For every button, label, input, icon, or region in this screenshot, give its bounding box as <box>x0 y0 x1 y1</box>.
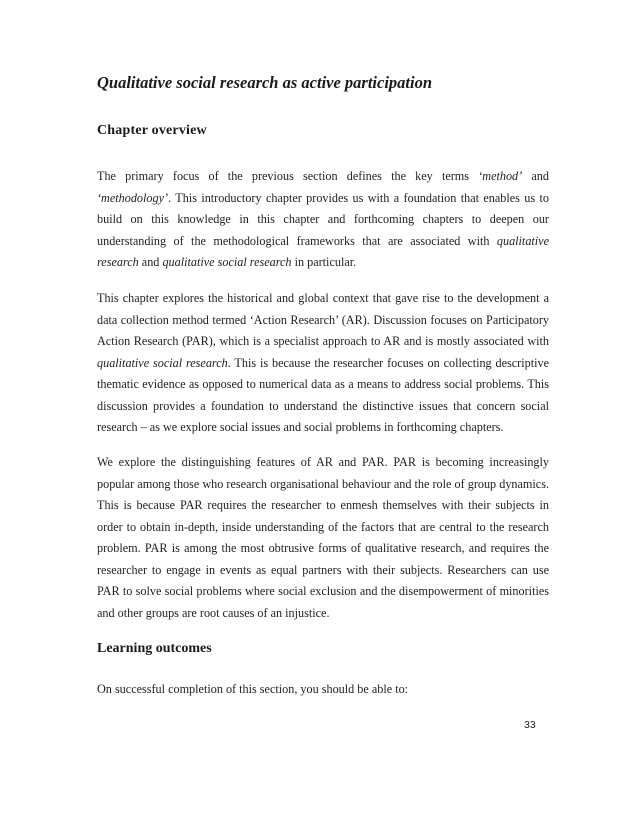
term-qualitative-research: qualitative research <box>97 233 549 269</box>
text-run: The primary focus of the previous section defines the key terms <box>97 169 479 183</box>
text-run: . This is because the researcher focuses on collecting descriptive thematic evidence as opposed to numerical data as a means to address social problems. This discussion provides a foundation to understand the distinctive issues that concern social research – as we explore social issues and social problems in forthcoming chapters. <box>97 355 549 434</box>
learning-outcomes-intro: On successful completion of this section, you should be able to: <box>97 682 409 696</box>
term-methodology: ‘methodology’ <box>97 190 169 205</box>
chapter-overview-heading: Chapter overview <box>97 123 207 138</box>
text-run: . This introductory chapter provides us with a foundation that enables us to build on this knowledge in this chapter and forthcoming chapters to deepen our understanding of the methodological frameworks that are associated with <box>97 190 549 248</box>
text-run: and <box>522 169 549 183</box>
text-run: and <box>138 255 163 269</box>
overview-paragraph-3: We explore the distinguishing features of AR and PAR. PAR is becoming increasingly popular among those who research organisational behaviour and the role of group dynamics. This is because PAR requires the researcher to enmesh themselves with their subjects in order to obtain in-depth, inside understanding of the factors that are central to the research problem. PAR is among the most obtrusive forms of qualitative research, and requires the researcher to engage in events as equal partners with their subjects. Researchers can use PAR to solve social problems where social exclusion and the disempowerment of minorities and other groups are root causes of an injustice. <box>97 455 549 620</box>
term-qualitative-social-research: qualitative social research <box>162 255 292 269</box>
text-run: in particular. <box>291 255 357 269</box>
term-qualitative-social-research: qualitative social research <box>97 355 228 370</box>
term-method: ‘method’ <box>478 169 523 183</box>
overview-paragraph-1 <box>97 166 549 274</box>
page-number: 33 <box>524 719 536 731</box>
text-run: This chapter explores the historical and global context that gave rise to the development a data collection method termed ‘Action Research’ (AR). Discussion focuses on Participatory Action Research (PAR), which is a specialist approach to AR and is mostly associated with <box>97 291 549 348</box>
overview-paragraph-2 <box>97 288 549 439</box>
learning-outcomes-heading: Learning outcomes <box>97 641 212 656</box>
page-title: Qualitative social research as active participation <box>97 73 433 92</box>
